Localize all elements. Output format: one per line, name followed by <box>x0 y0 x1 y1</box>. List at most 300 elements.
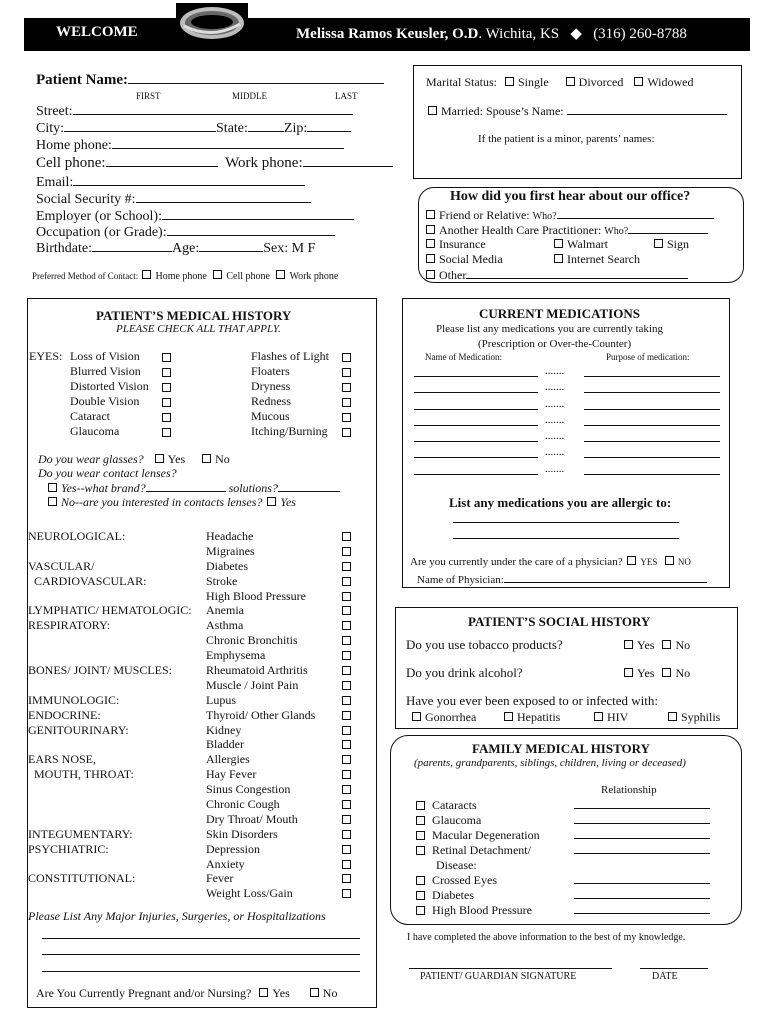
family-history-title: FAMILY MEDICAL HISTORY <box>472 741 650 756</box>
contact-method-row <box>32 270 338 282</box>
system-category-label: ENDOCRINE: <box>28 707 101 722</box>
medication-name-field[interactable] <box>414 376 538 377</box>
eye-condition-checkbox[interactable] <box>340 364 355 379</box>
eyes-left-checkboxes <box>160 349 175 439</box>
contact-home-label: Home phone <box>155 271 207 282</box>
systems-list <box>27 529 377 901</box>
contacts-interest-yes-checkbox[interactable] <box>267 497 276 506</box>
relationship-field[interactable] <box>574 883 710 884</box>
divorced-checkbox[interactable] <box>566 77 575 86</box>
sign-label: Sign <box>667 237 690 251</box>
system-condition-label: Migraines <box>206 543 255 558</box>
checkbox-icon[interactable] <box>342 368 351 377</box>
social-media-option <box>424 252 503 267</box>
practitioner-label: Another Health Care Practitioner: <box>439 223 602 237</box>
system-category-label: INTEGUMENTARY: <box>28 826 133 841</box>
eye-condition-label: Dryness <box>251 379 291 393</box>
doctor-info <box>296 24 687 43</box>
medication-separator-dots: ....... <box>545 381 565 394</box>
age-field[interactable] <box>199 240 263 252</box>
last-label: LAST <box>335 91 358 101</box>
checkbox-icon[interactable] <box>162 398 171 407</box>
relationship-field[interactable] <box>574 838 710 839</box>
relationship-field[interactable] <box>574 853 710 854</box>
eye-condition-checkbox[interactable] <box>160 394 175 409</box>
medications-title: CURRENT MEDICATIONS <box>479 306 640 321</box>
injuries-line-1[interactable] <box>42 938 360 939</box>
eye-condition-checkbox[interactable] <box>340 424 355 439</box>
internet-search-label: Internet Search <box>567 252 640 266</box>
medication-separator-dots: ....... <box>545 462 565 475</box>
tobacco-no-checkbox[interactable] <box>662 640 671 649</box>
date-label: DATE <box>652 971 678 982</box>
system-condition-label: Anemia <box>206 603 244 618</box>
system-row <box>27 633 377 648</box>
system-category-label: VASCULAR/ <box>28 558 95 573</box>
family-condition-checkbox[interactable] <box>416 816 425 825</box>
patient-name-label: Patient Name: <box>36 72 129 88</box>
system-row <box>27 603 377 618</box>
occupation-row <box>36 224 335 241</box>
eye-condition-label: Redness <box>251 394 291 408</box>
medication-purpose-field[interactable] <box>584 392 720 393</box>
insurance-checkbox[interactable] <box>426 239 435 248</box>
other-checkbox[interactable] <box>426 270 435 279</box>
checkbox-icon[interactable] <box>342 428 351 437</box>
employer-row <box>36 208 354 225</box>
system-condition-checkbox[interactable] <box>342 621 351 630</box>
signature-line[interactable] <box>409 968 612 969</box>
sign-option <box>652 237 689 252</box>
zip-field[interactable] <box>307 120 351 132</box>
system-condition-label: Allergies <box>206 752 250 767</box>
family-condition-label: Disease: <box>436 858 477 872</box>
medication-name-header: Name of Medication: <box>425 352 502 362</box>
system-category-label: PSYCHIATRIC: <box>28 841 109 856</box>
pregnant-yes-label: Yes <box>272 986 290 1000</box>
physician-yes-checkbox[interactable] <box>627 556 636 565</box>
system-condition-label: Dry Throat/ Mouth <box>206 811 298 826</box>
work-phone-label: Work phone: <box>225 155 303 171</box>
alcohol-no-label: No <box>675 666 691 680</box>
system-condition-checkbox[interactable] <box>342 860 351 869</box>
home-phone-field[interactable] <box>112 137 344 149</box>
internet-search-option <box>552 252 640 267</box>
medication-purpose-field[interactable] <box>584 474 720 475</box>
system-condition-label: Chronic Cough <box>206 797 280 812</box>
system-condition-label: Thyroid/ Other Glands <box>206 707 316 722</box>
system-condition-checkbox[interactable] <box>342 606 351 615</box>
system-row <box>27 812 377 827</box>
city-field[interactable] <box>64 120 216 132</box>
system-row <box>27 663 377 678</box>
single-checkbox[interactable] <box>505 77 514 86</box>
system-condition-checkbox[interactable] <box>342 562 351 571</box>
alcohol-no-checkbox[interactable] <box>662 668 671 677</box>
physician-no-checkbox[interactable] <box>665 556 674 565</box>
family-condition-row <box>414 843 714 858</box>
header-bar <box>24 18 750 51</box>
home-phone-checkbox[interactable] <box>142 270 151 279</box>
medications-otc-note: (Prescription or Over-the-Counter) <box>478 338 632 350</box>
alcohol-yes-label: Yes <box>637 666 655 680</box>
diamond-icon: ◆ <box>570 26 582 42</box>
glasses-no-checkbox[interactable] <box>202 454 211 463</box>
tobacco-yes-checkbox[interactable] <box>624 640 633 649</box>
occupation-field[interactable] <box>167 224 335 236</box>
alcohol-yes-checkbox[interactable] <box>624 668 633 677</box>
family-condition-checkbox[interactable] <box>416 906 425 915</box>
checkbox-icon[interactable] <box>162 353 171 362</box>
friend-checkbox[interactable] <box>426 210 435 219</box>
pregnant-label: Are You Currently Pregnant and/or Nursing? <box>36 986 252 1000</box>
system-condition-label: Headache <box>206 529 254 543</box>
system-condition-checkbox[interactable] <box>342 740 351 749</box>
friend-who-label: Who? <box>532 211 557 222</box>
system-category-label: CARDIOVASCULAR: <box>28 573 147 588</box>
medication-name-field[interactable] <box>414 425 538 426</box>
eyes-right-checkboxes <box>340 349 355 439</box>
syphilis-option <box>666 710 720 725</box>
physician-name-label: Name of Physician: <box>417 574 504 586</box>
contacts-solutions-field[interactable] <box>278 480 340 492</box>
medication-separator-dots: ....... <box>545 397 565 410</box>
system-condition-checkbox[interactable] <box>342 532 351 541</box>
eye-condition-checkbox[interactable] <box>160 349 175 364</box>
patient-name-row <box>36 72 384 89</box>
medication-separator-dots: ....... <box>545 446 565 459</box>
contacts-no-row <box>46 495 296 510</box>
street-field[interactable] <box>73 103 353 115</box>
eyes-right-list <box>251 349 329 439</box>
eye-condition-checkbox[interactable] <box>340 409 355 424</box>
family-condition-checkbox[interactable] <box>416 831 425 840</box>
system-condition-checkbox[interactable] <box>342 874 351 883</box>
family-condition-label: Crossed Eyes <box>432 873 497 887</box>
system-condition-checkbox[interactable] <box>342 845 351 854</box>
eye-condition-checkbox[interactable] <box>340 349 355 364</box>
eye-condition-checkbox[interactable] <box>340 379 355 394</box>
contacts-brand-label: Yes--what brand? <box>61 481 146 495</box>
contacts-brand-field[interactable] <box>146 480 226 492</box>
family-condition-label: Macular Degeneration <box>432 828 540 842</box>
system-condition-checkbox[interactable] <box>342 651 351 660</box>
medication-purpose-header: Purpose of medication: <box>606 352 690 362</box>
system-condition-label: Kidney <box>206 722 242 737</box>
contacts-yes-row <box>46 480 340 496</box>
patient-name-line[interactable] <box>128 72 384 84</box>
alcohol-question: Do you drink alcohol? <box>406 665 523 680</box>
practitioner-checkbox[interactable] <box>426 225 435 234</box>
sex-label[interactable]: Sex: M F <box>263 241 316 256</box>
medication-purpose-field[interactable] <box>584 376 720 377</box>
occupation-label: Occupation (or Grade): <box>36 225 167 240</box>
relationship-field[interactable] <box>574 913 710 914</box>
system-condition-checkbox[interactable] <box>342 681 351 690</box>
system-row <box>27 529 377 544</box>
hepatitis-checkbox[interactable] <box>504 712 513 721</box>
pregnant-no-label: No <box>322 986 338 1000</box>
gonorrhea-label: Gonorrhea <box>425 710 477 724</box>
date-line[interactable] <box>640 968 708 969</box>
medication-row <box>414 463 724 479</box>
system-condition-checkbox[interactable] <box>342 800 351 809</box>
pregnant-row <box>36 986 337 1001</box>
medication-purpose-field[interactable] <box>584 409 720 410</box>
practitioner-who-label: Who? <box>604 226 629 237</box>
system-condition-label: Bladder <box>206 737 244 752</box>
insurance-option <box>424 237 486 252</box>
system-condition-checkbox[interactable] <box>342 547 351 556</box>
cell-work-row <box>36 155 393 172</box>
middle-label: MIDDLE <box>232 91 267 101</box>
other-field[interactable] <box>466 267 688 279</box>
medication-separator-dots: ....... <box>545 365 565 377</box>
employer-field[interactable] <box>162 208 354 220</box>
system-category-label: MOUTH, THROAT: <box>28 767 134 782</box>
eye-condition-label: Flashes of Light <box>251 349 329 363</box>
hepatitis-option <box>502 710 560 725</box>
medication-name-field[interactable] <box>414 441 538 442</box>
work-phone-checkbox[interactable] <box>276 270 285 279</box>
contacts-interest-yes-label: Yes <box>280 495 296 509</box>
system-row <box>27 782 377 797</box>
family-condition-checkbox[interactable] <box>416 876 425 885</box>
relationship-field[interactable] <box>574 823 710 824</box>
office-city: . Wichita, KS <box>478 26 560 42</box>
checkbox-icon[interactable] <box>342 413 351 422</box>
signature-label: PATIENT/ GUARDIAN SIGNATURE <box>420 971 577 982</box>
medication-name-field[interactable] <box>414 457 538 458</box>
system-category-label: IMMUNOLOGIC: <box>28 692 120 707</box>
checkbox-icon[interactable] <box>162 428 171 437</box>
system-category-label: EARS NOSE, <box>28 752 97 767</box>
glasses-label: Do you wear glasses? <box>38 452 144 466</box>
family-condition-checkbox[interactable] <box>416 891 425 900</box>
cell-phone-field[interactable] <box>106 155 218 167</box>
work-phone-field[interactable] <box>303 155 393 167</box>
medication-row <box>414 446 724 462</box>
system-condition-checkbox[interactable] <box>342 770 351 779</box>
checkbox-icon[interactable] <box>342 398 351 407</box>
system-row <box>27 737 377 752</box>
family-condition-checkbox[interactable] <box>416 801 425 810</box>
walmart-option <box>552 237 608 252</box>
ssn-field[interactable] <box>136 191 311 203</box>
checkbox-icon[interactable] <box>342 383 351 392</box>
physician-yes-label: YES <box>640 557 658 567</box>
system-condition-checkbox[interactable] <box>342 592 351 601</box>
system-row <box>27 693 377 708</box>
birthdate-field[interactable] <box>92 240 172 252</box>
family-conditions-list <box>414 798 714 918</box>
family-condition-row <box>414 798 714 813</box>
eye-condition-checkbox[interactable] <box>160 364 175 379</box>
eye-condition-checkbox[interactable] <box>160 409 175 424</box>
relationship-header: Relationship <box>601 784 657 796</box>
gonorrhea-checkbox[interactable] <box>412 712 421 721</box>
system-condition-checkbox[interactable] <box>342 577 351 586</box>
internet-search-checkbox[interactable] <box>554 254 563 263</box>
married-checkbox[interactable] <box>428 106 437 115</box>
checkbox-icon[interactable] <box>342 353 351 362</box>
sign-checkbox[interactable] <box>654 239 663 248</box>
family-history-subtitle: (parents, grandparents, siblings, children, living or deceased) <box>414 757 686 769</box>
injuries-line-3[interactable] <box>42 971 360 972</box>
system-row <box>27 648 377 663</box>
system-condition-checkbox[interactable] <box>342 815 351 824</box>
system-row <box>27 797 377 812</box>
system-condition-checkbox[interactable] <box>342 830 351 839</box>
medication-row <box>414 430 724 446</box>
family-condition-row <box>414 813 714 828</box>
checkbox-icon[interactable] <box>162 368 171 377</box>
system-condition-checkbox[interactable] <box>342 889 351 898</box>
contact-cell-label: Cell phone <box>226 271 270 282</box>
medication-name-field[interactable] <box>414 409 538 410</box>
system-row <box>27 574 377 589</box>
system-condition-checkbox[interactable] <box>342 711 351 720</box>
eye-condition-label: Cataract <box>70 409 110 423</box>
system-condition-label: Rheumatoid Arthritis <box>206 663 308 678</box>
ssn-label: Social Security #: <box>36 192 136 207</box>
email-field[interactable] <box>73 174 305 186</box>
state-field[interactable] <box>248 120 284 132</box>
system-condition-label: Stroke <box>206 573 238 588</box>
medication-row <box>414 365 724 381</box>
system-condition-label: Lupus <box>206 692 236 707</box>
office-phone: (316) 260-8788 <box>593 26 687 42</box>
family-condition-row <box>414 873 714 888</box>
physician-name-field[interactable] <box>504 571 707 583</box>
single-label: Single <box>518 75 549 89</box>
spouse-name-field[interactable] <box>567 103 727 115</box>
system-condition-label: Chronic Bronchitis <box>206 633 298 648</box>
welcome-label: WELCOME <box>56 24 138 40</box>
cell-phone-checkbox[interactable] <box>213 270 222 279</box>
exposure-question: Have you ever been exposed to or infected with: <box>406 693 658 708</box>
system-condition-checkbox[interactable] <box>342 696 351 705</box>
system-row <box>27 618 377 633</box>
medication-purpose-field[interactable] <box>584 425 720 426</box>
relationship-field[interactable] <box>574 808 710 809</box>
system-category-label: LYMPHATIC/ HEMATOLOGIC: <box>28 603 192 618</box>
system-condition-label: Weight Loss/Gain <box>206 886 293 901</box>
glasses-no-label: No <box>215 452 230 466</box>
syphilis-label: Syphilis <box>681 710 721 724</box>
friend-label: Friend or Relative: <box>439 208 530 222</box>
family-condition-checkbox[interactable] <box>416 846 425 855</box>
contacts-yes-checkbox[interactable] <box>48 483 57 492</box>
injuries-line-2[interactable] <box>42 954 360 955</box>
system-condition-label: Fever <box>206 871 234 886</box>
medication-purpose-field[interactable] <box>584 457 720 458</box>
eyes-left-list <box>70 349 149 439</box>
home-phone-row <box>36 137 344 154</box>
office-logo <box>174 2 250 44</box>
eye-condition-checkbox[interactable] <box>160 379 175 394</box>
attestation-statement: I have completed the above information to the best of my knowledge. <box>407 932 686 943</box>
hepatitis-label: Hepatitis <box>517 710 561 724</box>
system-condition-label: Hay Fever <box>206 767 257 782</box>
syphilis-checkbox[interactable] <box>668 712 677 721</box>
system-condition-checkbox[interactable] <box>342 726 351 735</box>
zip-label: Zip: <box>283 121 308 136</box>
married-label: Married: Spouse’s Name: <box>441 104 564 118</box>
system-condition-label: Depression <box>206 841 260 856</box>
city-row <box>36 120 351 137</box>
social-media-checkbox[interactable] <box>426 254 435 263</box>
system-condition-checkbox[interactable] <box>342 636 351 645</box>
practitioner-who-field[interactable] <box>628 222 708 234</box>
friend-row <box>424 207 714 223</box>
system-condition-label: High Blood Pressure <box>206 588 306 603</box>
employer-label: Employer (or School): <box>36 209 162 224</box>
medication-name-field[interactable] <box>414 392 538 393</box>
medication-name-field[interactable] <box>414 474 538 475</box>
allergies-label: List any medications you are allergic to: <box>449 495 672 510</box>
social-media-label: Social Media <box>439 252 503 266</box>
age-label: Age: <box>172 241 200 256</box>
doctor-name: Melissa Ramos Keusler, O.D <box>296 26 479 42</box>
medical-history-title: PATIENT’S MEDICAL HISTORY <box>96 308 292 323</box>
tobacco-yes-label: Yes <box>637 638 655 652</box>
checkbox-icon[interactable] <box>162 413 171 422</box>
medication-separator-dots: ....... <box>545 413 565 426</box>
system-condition-checkbox[interactable] <box>342 666 351 675</box>
pregnant-yes-checkbox[interactable] <box>259 988 268 997</box>
social-history-title: PATIENT’S SOCIAL HISTORY <box>468 614 651 629</box>
system-condition-label: Asthma <box>206 618 244 633</box>
system-condition-checkbox[interactable] <box>342 785 351 794</box>
medication-separator-dots: ....... <box>545 430 565 443</box>
system-condition-checkbox[interactable] <box>342 755 351 764</box>
marital-label: Marital Status: <box>426 75 497 89</box>
eye-condition-checkbox[interactable] <box>340 394 355 409</box>
friend-who-field[interactable] <box>557 207 714 219</box>
medication-rows <box>414 365 724 479</box>
walmart-label: Walmart <box>567 237 609 251</box>
physician-no-label: NO <box>677 557 691 567</box>
pregnant-no-checkbox[interactable] <box>310 988 319 997</box>
system-row <box>27 827 377 842</box>
family-condition-row <box>414 888 714 903</box>
cell-phone-label: Cell phone: <box>36 155 106 171</box>
allergy-line-1[interactable] <box>453 522 679 523</box>
system-category-label: CONSTITUTIONAL: <box>28 871 136 886</box>
system-condition-label: Anxiety <box>206 856 245 871</box>
eye-condition-label: Double Vision <box>70 394 140 408</box>
medication-row <box>414 414 724 430</box>
street-row <box>36 103 353 120</box>
glasses-yes-checkbox[interactable] <box>155 454 164 463</box>
hiv-checkbox[interactable] <box>594 712 603 721</box>
eye-condition-checkbox[interactable] <box>160 424 175 439</box>
system-row <box>27 723 377 738</box>
medication-purpose-field[interactable] <box>584 441 720 442</box>
street-label: Street: <box>36 104 73 119</box>
widowed-checkbox[interactable] <box>634 77 643 86</box>
other-option <box>424 267 688 283</box>
glasses-row <box>38 452 230 467</box>
checkbox-icon[interactable] <box>162 383 171 392</box>
widowed-label: Widowed <box>647 75 694 89</box>
allergy-line-2[interactable] <box>453 538 679 539</box>
relationship-field[interactable] <box>574 898 710 899</box>
contacts-no-checkbox[interactable] <box>48 497 57 506</box>
eye-condition-label: Blurred Vision <box>70 364 141 378</box>
walmart-checkbox[interactable] <box>554 239 563 248</box>
